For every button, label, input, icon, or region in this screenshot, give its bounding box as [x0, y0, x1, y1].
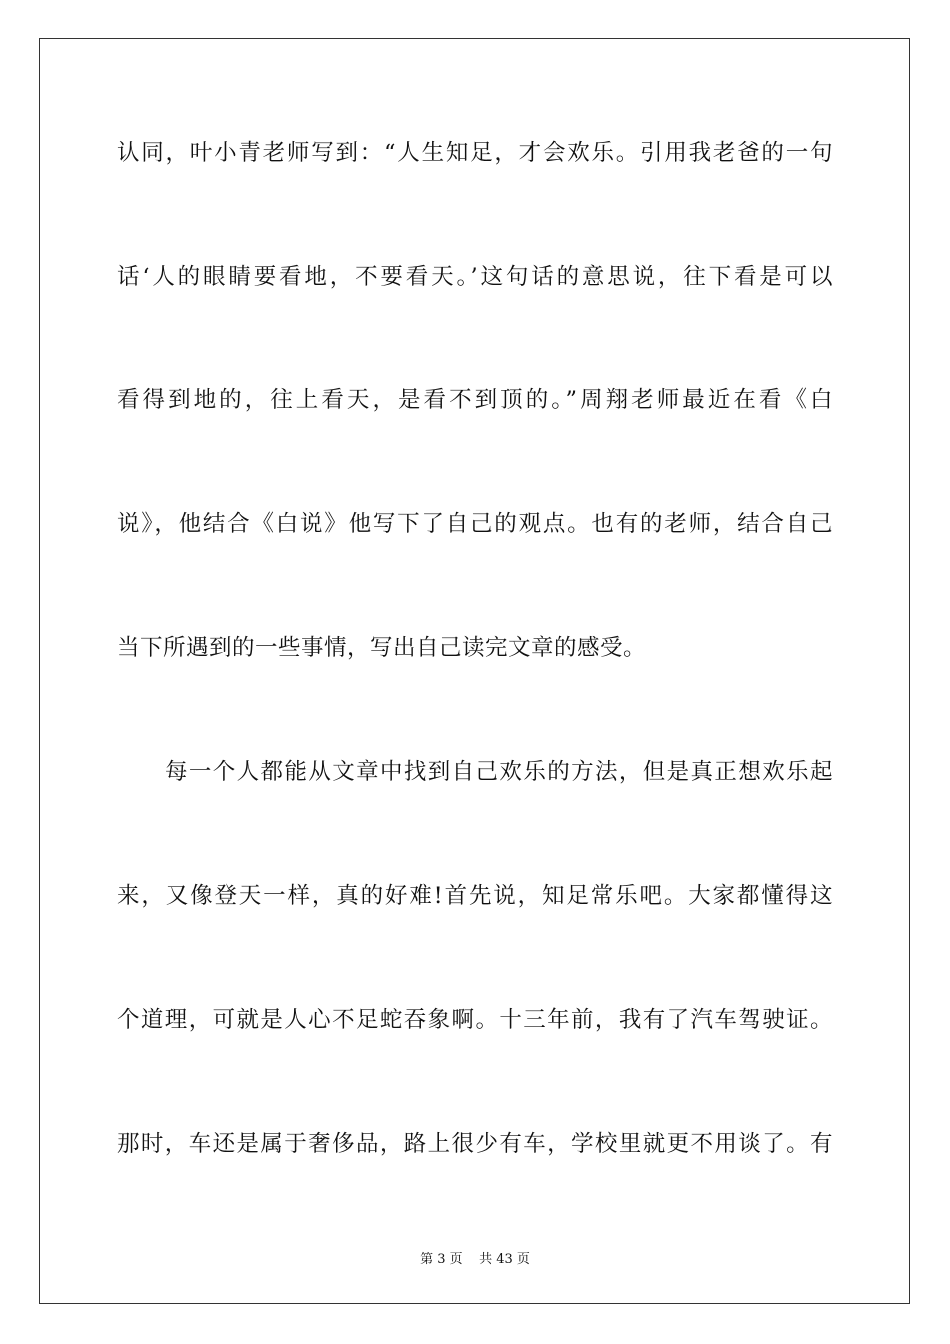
text-line: 说》，他结合《白说》他写下了自己的观点。也有的老师，结合自己 [117, 511, 833, 537]
text-line: 个道理，可就是人心不足蛇吞象啊。十三年前，我有了汽车驾驶证。 [117, 1007, 833, 1033]
text-line: 来，又像登天一样，真的好难!首先说，知足常乐吧。大家都懂得这 [117, 883, 833, 909]
text-line: 看得到地的，往上看天，是看不到顶的。”周翔老师最近在看《白 [117, 387, 833, 413]
text-line: 那时，车还是属于奢侈品，路上很少有车，学校里就更不用谈了。有 [117, 1131, 833, 1157]
paragraph-first-line: 每一个人都能从文章中找到自己欢乐的方法，但是真正想欢乐起 [165, 759, 833, 785]
text-line: 认同，叶小青老师写到：“人生知足，才会欢乐。引用我老爸的一句 [117, 140, 833, 166]
text-line: 当下所遇到的一些事情，写出自己读完文章的感受。 [117, 635, 647, 661]
page-border [39, 38, 910, 1304]
text-line: 话‘人的眼睛要看地，不要看天。’这句话的意思说，往下看是可以 [117, 264, 833, 290]
page-number-footer: 第 3 页 共 43 页 [420, 1252, 530, 1267]
